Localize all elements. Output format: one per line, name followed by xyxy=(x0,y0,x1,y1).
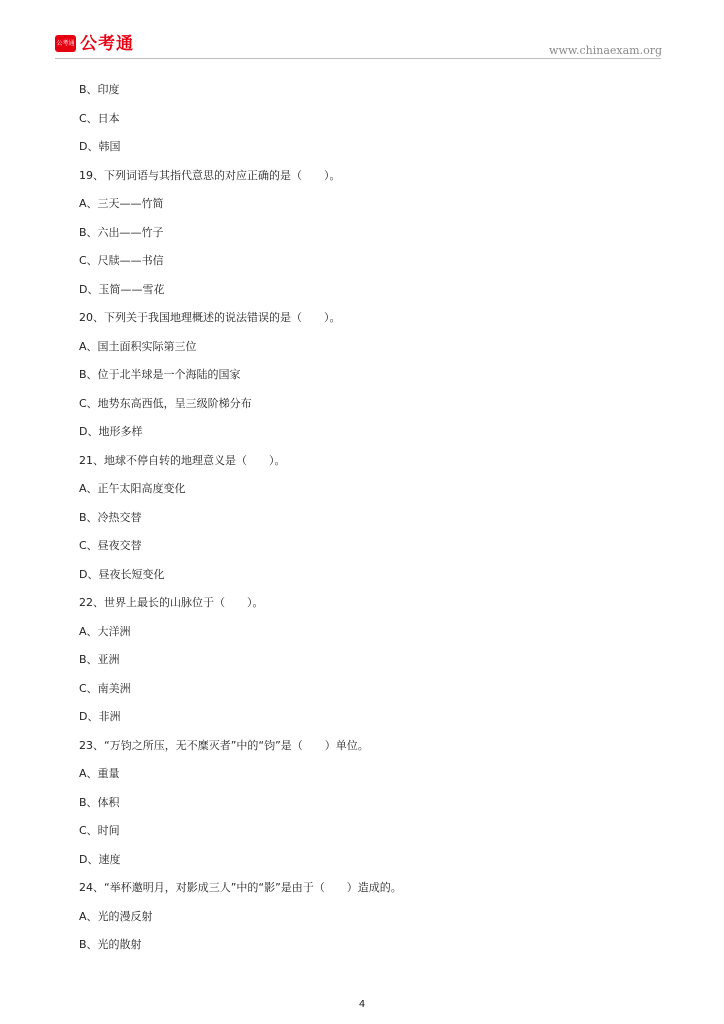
option-line: B、体积 xyxy=(79,795,120,809)
question-line: 19、下列词语与其指代意思的对应正确的是（ ）。 xyxy=(79,168,341,182)
option-line: B、六出——竹子 xyxy=(79,225,164,239)
option-line: C、日本 xyxy=(79,111,120,125)
option-line: D、地形多样 xyxy=(79,425,143,438)
option-line: D、非洲 xyxy=(79,710,121,723)
option-line: A、国土面积实际第三位 xyxy=(79,339,197,353)
option-line: B、位于北半球是一个海陆的国家 xyxy=(79,368,241,381)
logo-icon: 公考通 xyxy=(55,35,76,52)
option-line: C、时间 xyxy=(79,824,120,837)
option-line: C、昼夜交替 xyxy=(79,539,142,552)
option-line: D、昼夜长短变化 xyxy=(79,567,165,581)
option-line: A、重量 xyxy=(79,767,120,780)
option-line: A、大洋洲 xyxy=(79,624,131,638)
question-list xyxy=(79,80,669,964)
site-url: www.chinaexam.org xyxy=(549,44,662,57)
question-line: 20、下列关于我国地理概述的说法错误的是（ ）。 xyxy=(79,311,341,324)
option-line: D、速度 xyxy=(79,852,121,866)
option-line: A、光的漫反射 xyxy=(79,909,153,923)
header-divider xyxy=(55,58,661,59)
question-line: 21、地球不停自转的地理意义是（ ）。 xyxy=(79,453,286,467)
option-line: D、韩国 xyxy=(79,140,121,153)
option-line: B、冷热交替 xyxy=(79,510,142,524)
option-line: C、南美洲 xyxy=(79,681,131,695)
logo-text: 公考通 xyxy=(80,34,134,54)
option-line: A、正午太阳高度变化 xyxy=(79,482,186,495)
option-line: B、光的散射 xyxy=(79,938,142,951)
option-line: C、尺牍——书信 xyxy=(79,254,164,267)
page-header xyxy=(0,0,724,60)
question-line: 22、世界上最长的山脉位于（ ）。 xyxy=(79,596,264,609)
page-number: 4 xyxy=(358,999,366,1010)
question-line: 23、“万钧之所压，无不糜灭者”中的“钧”是（ ）单位。 xyxy=(79,738,369,752)
option-line: A、三天——竹简 xyxy=(79,197,164,210)
option-line: B、亚洲 xyxy=(79,653,120,666)
option-line: C、地势东高西低，呈三级阶梯分布 xyxy=(79,396,252,410)
option-line: D、玉简——雪花 xyxy=(79,282,165,296)
option-line: B、印度 xyxy=(79,83,120,96)
question-line: 24、“举杯邀明月，对影成三人”中的“影”是由于（ ）造成的。 xyxy=(79,881,402,894)
